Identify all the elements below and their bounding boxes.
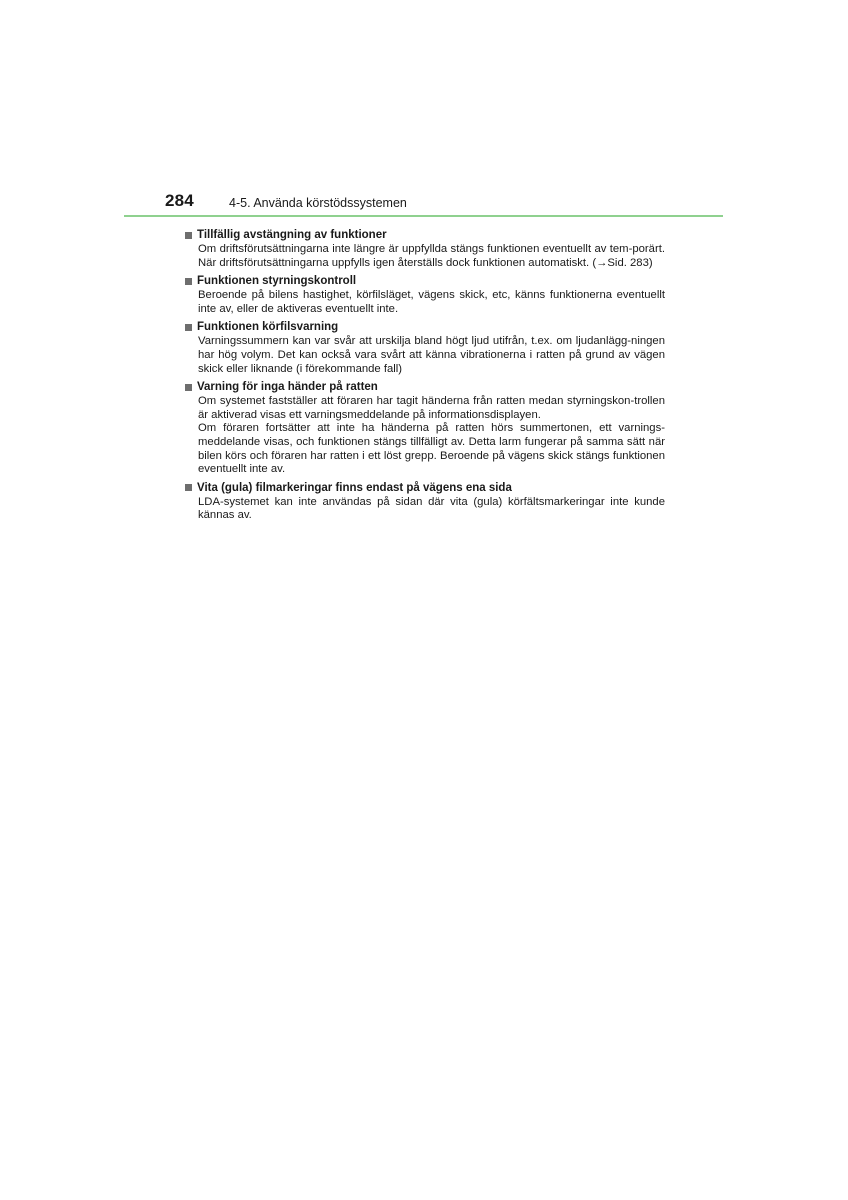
note-heading-text: Varning för inga händer på ratten xyxy=(197,381,378,394)
square-bullet-icon xyxy=(185,278,192,285)
square-bullet-icon xyxy=(185,384,192,391)
note-paragraph: Om föraren fortsätter att inte ha händerna på ratten hörs summertonen, ett varnings-meddelande visas, och funktionen stängs tillfälligt av. Detta larm fungerar på samma sätt när bilen körs och föraren har ratten i ett löst grepp. Beroende på vägens skick stängs funktionen eventuellt inte av. xyxy=(198,422,665,476)
note-paragraph: Beroende på bilens hastighet, körfilsläget, vägens skick, etc, känns funktionerna eventuellt inte av, eller de aktiveras eventuellt inte. xyxy=(198,289,665,315)
note-heading xyxy=(185,227,665,243)
note-heading xyxy=(185,480,665,496)
section-title: 4-5. Använda körstödssystemen xyxy=(229,196,407,210)
square-bullet-icon xyxy=(185,484,192,491)
note-heading xyxy=(185,319,665,335)
note-heading-text: Tillfällig avstängning av funktioner xyxy=(197,229,387,241)
header-divider xyxy=(124,215,723,217)
note-body xyxy=(198,243,665,270)
note-item xyxy=(185,480,665,523)
note-item xyxy=(185,227,665,270)
note-item xyxy=(185,379,665,477)
square-bullet-icon xyxy=(185,232,192,239)
note-paragraph: Varningssummern kan var svår att urskilja bland högt ljud utifrån, t.ex. om ljudanlägg-ningen har hög volym. Det kan också vara svårt att känna vibrationerna i ratten på grund av vägen skick eller liknande (i förekommande fall) xyxy=(198,335,665,375)
note-paragraph: LDA-systemet kan inte användas på sidan där vita (gula) körfältsmarkeringar inte kunde kännas av. xyxy=(198,495,665,522)
page-content xyxy=(185,225,665,526)
note-heading-text: Funktionen körfilsvarning xyxy=(197,321,339,334)
note-paragraph: Om systemet fastställer att föraren har tagit händerna från ratten medan styrningskon-trollen är aktiverad visas ett varningsmeddelande på informationsdisplayen. xyxy=(198,395,665,421)
note-body xyxy=(198,496,665,523)
note-item xyxy=(185,273,665,316)
note-heading xyxy=(185,273,665,289)
note-item xyxy=(185,319,665,376)
note-paragraph: Om driftsförutsättningarna inte längre är uppfyllda stängs funktionen eventuellt av tem-porärt. När driftsförutsättningarna uppfylls igen återställs dock funktionen automatiskt. (→Sid. 283) xyxy=(198,243,665,269)
note-body xyxy=(198,335,665,376)
page-header xyxy=(0,0,848,220)
note-body xyxy=(198,289,665,316)
note-heading xyxy=(185,379,665,395)
square-bullet-icon xyxy=(185,324,192,331)
note-body xyxy=(198,395,665,477)
page-number: 284 xyxy=(165,191,194,210)
note-heading-text: Vita (gula) filmarkeringar finns endast på vägens ena sida xyxy=(197,481,512,494)
note-heading-text: Funktionen styrningskontroll xyxy=(197,275,357,288)
